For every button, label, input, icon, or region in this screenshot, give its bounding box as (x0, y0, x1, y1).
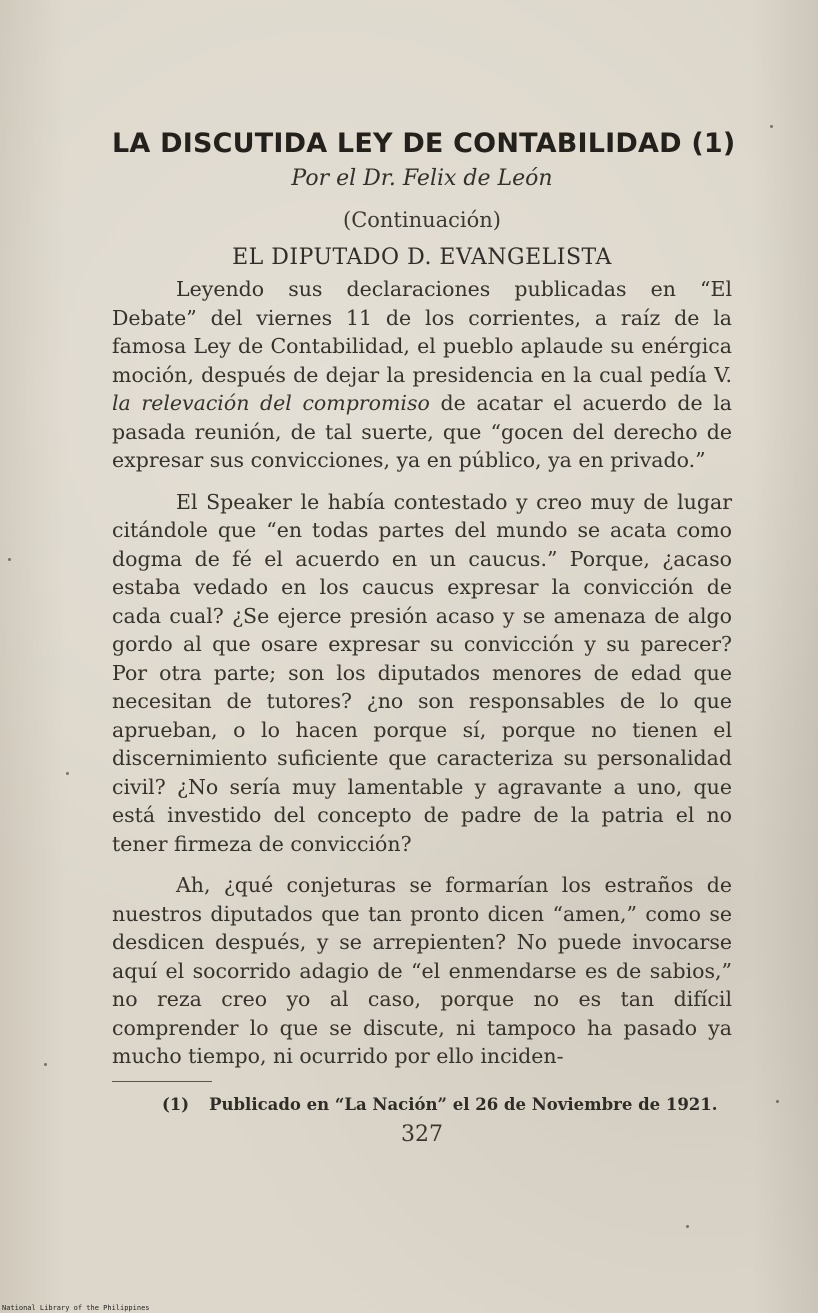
paper-speck (8, 558, 11, 561)
paragraph-2: El Speaker le había contestado y creo muy de lugar citándole que “en todas partes del mundo se acata como dogma de fé el acuerdo en un caucus.” Porque, ¿acaso estaba vedado en los caucus expresar la convicción de cada cual? ¿Se ejerce presión acaso y se amenaza de algo gordo al que osare expresar su convicción y su parecer? Por otra parte; son los diputados menores de edad que necesitan de tutores? ¿no son responsables de lo que aprueban, o lo hacen porque sí, porque no tienen el discernimiento suficiente que caracteriza su personalidad civil? ¿No sería muy lamentable y agravante a uno, que está investido del concepto de padre de la patria el no tener firmeza de convicción? (112, 489, 732, 856)
paper-speck (44, 1063, 47, 1066)
paper-speck (66, 772, 69, 775)
footnote (162, 1094, 732, 1116)
paragraph-1 (112, 275, 732, 475)
footnote-divider (112, 1081, 212, 1082)
paper-speck (770, 125, 773, 128)
continuation-label: (Continuación) (343, 208, 501, 232)
paragraph-1-text-a: Leyendo sus declaraciones publicadas en “El Debate” del viernes 11 de los corrientes, a raíz de la famosa Ley de Contabilidad, el pueblo aplaude su enérgica moción, después de dejar la presidencia en la cual pedía V. (112, 277, 732, 387)
paragraph-1-emphasis: la relevación del compromiso (112, 391, 430, 415)
paper-speck (776, 1100, 779, 1103)
article-body (112, 126, 736, 1147)
article-author: Por el Dr. Felix de León (291, 166, 553, 191)
section-heading: EL DIPUTADO D. EVANGELISTA (232, 245, 612, 270)
footnote-mark: (1) (162, 1094, 190, 1114)
paragraph-3: Ah, ¿qué conjeturas se formarían los estraños de nuestros diputados que tan pronto dicen “amen,” como se desdicen después, y se arrepienten? No puede invocarse aquí el socorrido adagio de “el enmendarse es de sabios,” no reza creo yo al caso, porque no es tan difícil comprender lo que se discute, ni tampoco ha pasado ya mucho tiempo, ni ocurrido por ello inciden- (112, 873, 732, 1068)
library-credit: National Library of the Philippines (2, 1304, 150, 1312)
article-title: LA DISCUTIDA LEY DE CONTABILIDAD (1) (112, 128, 736, 159)
paragraph-1-text-b: de acatar el acuerdo de la pasada reunión, de tal suerte, que “gocen del derecho de expresar sus convicciones, ya en público, ya en privado.” (112, 391, 733, 472)
paper-speck (686, 1225, 689, 1228)
footnote-text: Publicado en “La Nación” el 26 de Noviembre de 1921. (209, 1094, 718, 1114)
page-number: 327 (401, 1121, 443, 1147)
